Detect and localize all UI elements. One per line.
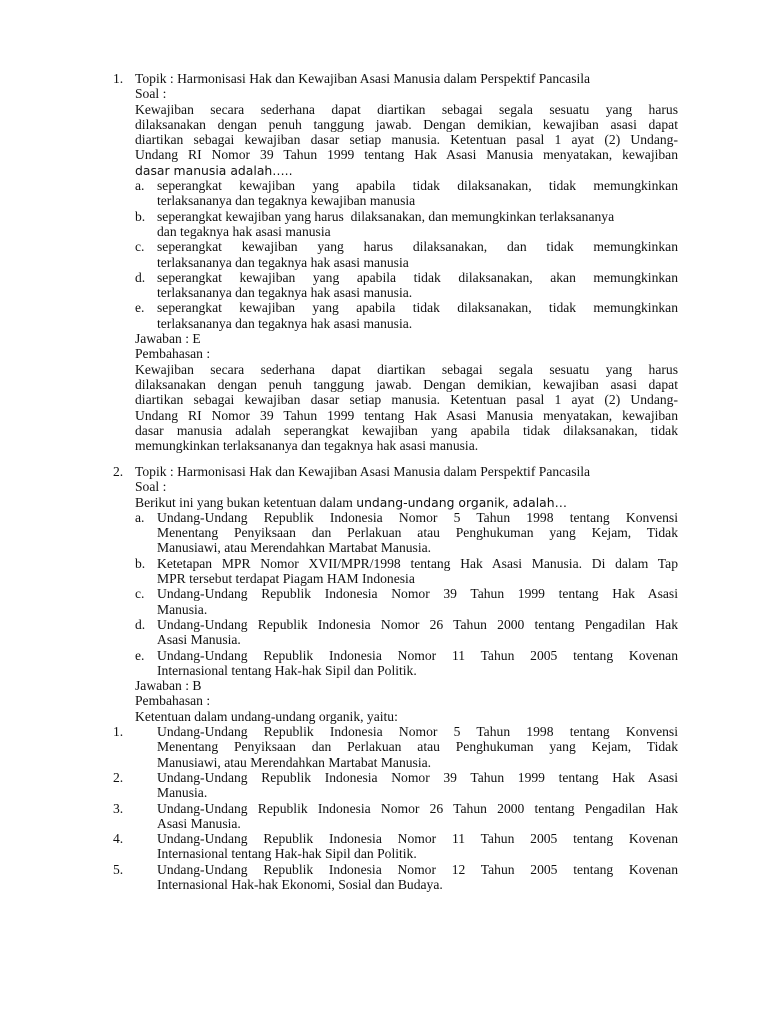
option-marker: a. bbox=[135, 509, 145, 525]
option-b bbox=[135, 209, 678, 240]
law-line: Undang-Undang Republik Indonesia Nomor 11 Tahun 2005 tentang Kovenan bbox=[157, 831, 678, 847]
law-item bbox=[113, 862, 678, 893]
option-a bbox=[135, 510, 678, 556]
stem-text: undang-undang organik, adalah… bbox=[356, 494, 567, 510]
option-line: Manusia. bbox=[157, 601, 208, 617]
option-line: Menentang Penyiksaan dan Perlakuan atau Penghukuman yang Kejam, Tidak bbox=[157, 525, 678, 541]
option-d bbox=[135, 270, 678, 301]
law-line: Undang-Undang Republik Indonesia Nomor 39 Tahun 1999 tentang Hak Asasi bbox=[157, 769, 678, 785]
law-line: Asasi Manusia. bbox=[157, 815, 241, 831]
answer-label: Jawaban : E bbox=[135, 331, 201, 347]
question-stem bbox=[135, 102, 678, 178]
law-number: 1. bbox=[113, 724, 124, 740]
option-marker: e. bbox=[135, 300, 145, 316]
explanation-line: Kewajiban secara sederhana dapat diartikan sebagai segala sesuatu yang harus bbox=[135, 361, 678, 377]
question-stem bbox=[135, 495, 678, 510]
law-list bbox=[113, 724, 678, 892]
option-marker: c. bbox=[135, 586, 145, 602]
stem-line: dilaksanakan dengan penuh tanggung jawab. Dengan demikian, kewajiban asasi dapat bbox=[135, 116, 678, 132]
question-number: 1. bbox=[113, 71, 124, 86]
option-marker: e. bbox=[135, 647, 145, 663]
option-marker: a. bbox=[135, 178, 145, 194]
law-item bbox=[113, 724, 678, 770]
stem-line: Kewajiban secara sederhana dapat diartikan sebagai segala sesuatu yang harus bbox=[135, 101, 678, 117]
law-line: Undang-Undang Republik Indonesia Nomor 12 Tahun 2005 tentang Kovenan bbox=[157, 861, 678, 877]
option-line: terlaksananya dan tegaknya hak asasi manusia. bbox=[157, 285, 413, 301]
option-d bbox=[135, 617, 678, 648]
explanation-intro: Ketentuan dalam undang-undang organik, yaitu: bbox=[135, 708, 398, 724]
option-line: terlaksananya dan tegaknya hak asasi manusia. bbox=[157, 315, 413, 331]
option-line: Manusiawi, atau Merendahkan Martabat Manusia. bbox=[157, 540, 432, 556]
law-line: Undang-Undang Republik Indonesia Nomor 26 Tahun 2000 tentang Pengadilan Hak bbox=[157, 800, 678, 816]
option-marker: b. bbox=[135, 208, 146, 224]
law-line: Manusiawi, atau Merendahkan Martabat Manusia. bbox=[157, 754, 432, 770]
option-line: Ketetapan MPR Nomor XVII/MPR/1998 tentang Hak Asasi Manusia. Di dalam Tap bbox=[157, 555, 678, 571]
option-list bbox=[135, 178, 678, 331]
law-number: 3. bbox=[113, 800, 124, 816]
law-line: Menentang Penyiksaan dan Perlakuan atau Penghukuman yang Kejam, Tidak bbox=[157, 739, 678, 755]
option-line: Internasional tentang Hak-hak Sipil dan Politik. bbox=[157, 662, 417, 678]
question-1 bbox=[113, 71, 678, 453]
option-line: terlaksananya dan tegaknya kewajiban manusia bbox=[157, 193, 416, 209]
option-line: Undang-Undang Republik Indonesia Nomor 5 Tahun 1998 tentang Konvensi bbox=[157, 509, 678, 525]
option-marker: c. bbox=[135, 239, 145, 255]
option-line: Asasi Manusia. bbox=[157, 632, 241, 648]
law-number: 5. bbox=[113, 861, 124, 877]
question-topic: Topik : Harmonisasi Hak dan Kewajiban Asasi Manusia dalam Perspektif Pancasila bbox=[135, 71, 591, 86]
law-number: 2. bbox=[113, 769, 124, 785]
option-marker: d. bbox=[135, 269, 146, 285]
option-marker: b. bbox=[135, 555, 146, 571]
option-a bbox=[135, 178, 678, 209]
law-line: Undang-Undang Republik Indonesia Nomor 5 Tahun 1998 tentang Konvensi bbox=[157, 724, 678, 740]
option-marker: d. bbox=[135, 616, 146, 632]
law-number: 4. bbox=[113, 831, 124, 847]
explanation-line: dasar manusia adalah seperangkat kewajiban yang apabila tidak dilaksanakan, tidak bbox=[135, 422, 678, 438]
soal-label: Soal : bbox=[135, 86, 167, 102]
explanation-line: dilaksanakan dengan penuh tanggung jawab. Dengan demikian, kewajiban asasi dapat bbox=[135, 376, 678, 392]
option-e bbox=[135, 300, 678, 331]
option-c bbox=[135, 239, 678, 270]
answer-label: Jawaban : B bbox=[135, 678, 202, 694]
law-line: Manusia. bbox=[157, 785, 208, 801]
question-number: 2. bbox=[113, 464, 124, 479]
option-line: terlaksananya dan tegaknya hak asasi manusia bbox=[157, 254, 409, 270]
option-list bbox=[135, 510, 678, 678]
explanation-text bbox=[135, 362, 678, 454]
option-line: seperangkat kewajiban yang apabila tidak dilaksanakan, tidak memungkinkan bbox=[157, 300, 678, 316]
stem-line: diartikan sebagai kewajiban dasar setiap manusia. Ketentuan pasal 1 ayat (2) Undang- bbox=[135, 132, 678, 148]
stem-line: dasar manusia adalah….. bbox=[135, 162, 293, 178]
soal-label: Soal : bbox=[135, 479, 167, 495]
question-2 bbox=[113, 464, 678, 892]
explanation-line: diartikan sebagai kewajiban dasar setiap manusia. Ketentuan pasal 1 ayat (2) Undang- bbox=[135, 392, 678, 408]
law-line: Internasional Hak-hak Ekonomi, Sosial dan Budaya. bbox=[157, 877, 443, 893]
explanation-line: Undang RI Nomor 39 Tahun 1999 tentang Hak Asasi Manusia menyatakan, kewajiban bbox=[135, 407, 678, 423]
option-line: seperangkat kewajiban yang apabila tidak dilaksanakan, akan memungkinkan bbox=[157, 269, 678, 285]
option-line: seperangkat kewajiban yang harus dilaksanakan, dan memungkinkan terlaksananya bbox=[157, 208, 615, 224]
question-body bbox=[113, 464, 678, 893]
option-line: dan tegaknya hak asasi manusia bbox=[157, 223, 331, 239]
explanation-label: Pembahasan : bbox=[135, 346, 211, 362]
law-item bbox=[113, 831, 678, 862]
explanation-label: Pembahasan : bbox=[135, 693, 211, 709]
option-line: Undang-Undang Republik Indonesia Nomor 11 Tahun 2005 tentang Kovenan bbox=[157, 647, 678, 663]
law-line: Internasional tentang Hak-hak Sipil dan Politik. bbox=[157, 846, 417, 862]
question-body bbox=[135, 71, 678, 453]
option-b bbox=[135, 556, 678, 587]
option-line: Undang-Undang Republik Indonesia Nomor 39 Tahun 1999 tentang Hak Asasi bbox=[157, 586, 678, 602]
stem-text: Berikut ini yang bukan ketentuan dalam bbox=[135, 494, 357, 510]
option-line: Undang-Undang Republik Indonesia Nomor 26 Tahun 2000 tentang Pengadilan Hak bbox=[157, 616, 678, 632]
law-item bbox=[113, 770, 678, 801]
stem-line: Undang RI Nomor 39 Tahun 1999 tentang Hak Asasi Manusia menyatakan, kewajiban bbox=[135, 147, 678, 163]
question-topic: Topik : Harmonisasi Hak dan Kewajiban Asasi Manusia dalam Perspektif Pancasila bbox=[135, 464, 591, 479]
option-line: MPR tersebut terdapat Piagam HAM Indonesia bbox=[157, 571, 415, 587]
option-e bbox=[135, 648, 678, 679]
option-c bbox=[135, 586, 678, 617]
option-line: seperangkat kewajiban yang apabila tidak dilaksanakan, tidak memungkinkan bbox=[157, 178, 678, 194]
law-item bbox=[113, 801, 678, 832]
explanation-line: memungkinkan terlaksananya dan tegaknya hak asasi manusia. bbox=[135, 438, 479, 454]
option-line: seperangkat kewajiban yang harus dilaksanakan, dan tidak memungkinkan bbox=[157, 239, 678, 255]
